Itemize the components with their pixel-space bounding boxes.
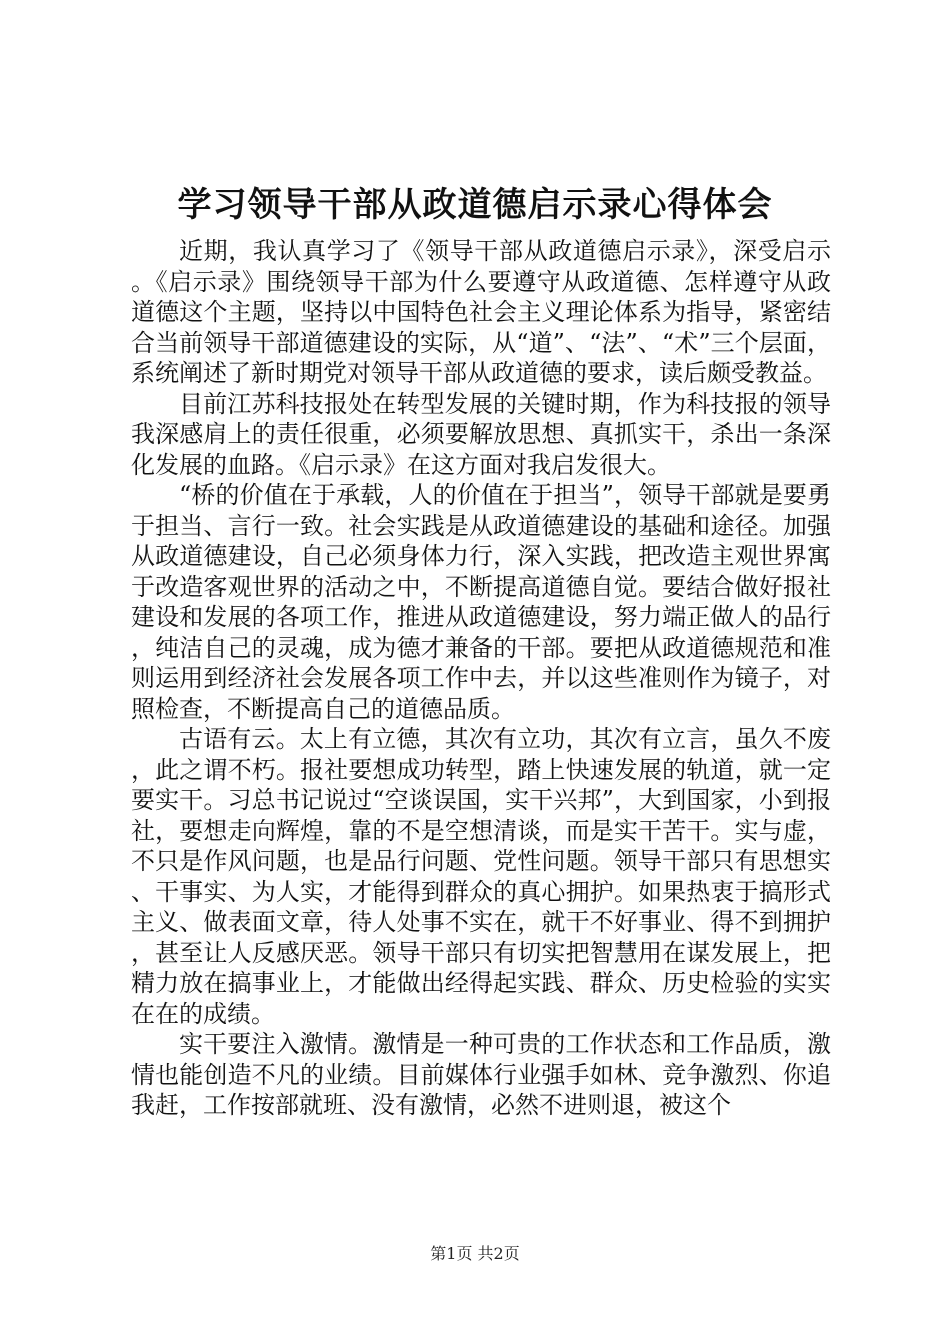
document-title: 学习领导干部从政道德启示录心得体会 — [177, 185, 773, 225]
paragraph: 目前江苏科技报处在转型发展的关键时期，作为科技报的领导我深感肩上的责任很重，必须要解放思想、真抓实干，杀出一条深化发展的血路。《启示录》在这方面对我启发很大。 — [131, 389, 831, 479]
paragraph: 近期，我认真学习了《领导干部从政道德启示录》，深受启示。《启示录》围绕领导干部为什么要遵守从政道德、怎样遵守从政道德这个主题，坚持以中国特色社会主义理论体系为指导，紧密结合当前领导干部道德建设的实际，从“道”、“法”、“术”三个层面，系统阐述了新时期党对领导干部从政道德的要求，读后颇受教益。 — [131, 237, 831, 387]
paragraph: “桥的价值在于承载，人的价值在于担当”，领导干部就是要勇于担当、言行一致。社会实践是从政道德建设的基础和途径。加强从政道德建设，自己必须身体力行，深入实践，把改造主观世界寓于改造客观世界的活动之中，不断提高道德自觉。要结合做好报社建设和发展的各项工作，推进从政道德建设，努力端正做人的品行，纯洁自己的灵魂，成为德才兼备的干部。要把从政道德规范和准则运用到经济社会发展各项工作中去，并以这些准则作为镜子，对照检查，不断提高自己的道德品质。 — [131, 481, 831, 723]
document-body — [131, 236, 831, 1121]
paragraph: 古语有云。太上有立德，其次有立功，其次有立言，虽久不废，此之谓不朽。报社要想成功转型，踏上快速发展的轨道，就一定要实干。习总书记说过“空谈误国，实干兴邦”，大到国家，小到报社，要想走向辉煌，靠的不是空想清谈，而是实干苦干。实与虚，不只是作风问题，也是品行问题、党性问题。领导干部只有思想实、干事实、为人实，才能得到群众的真心拥护。如果热衷于搞形式主义、做表面文章，待人处事不实在，就干不好事业、得不到拥护，甚至让人反感厌恶。领导干部只有切实把智慧用在谋发展上，把精力放在搞事业上，才能做出经得起实践、群众、历史检验的实实在在的成绩。 — [131, 725, 831, 1028]
page-total: 共2页 — [477, 1244, 520, 1263]
page-number: 第1页 — [430, 1244, 473, 1263]
page-footer — [0, 1244, 950, 1264]
paragraph: 实干要注入激情。激情是一种可贵的工作状态和工作品质，激情也能创造不凡的业绩。目前媒体行业强手如林、竞争激烈、你追我赶，工作按部就班、没有激情，必然不进则退，被这个 — [131, 1030, 831, 1119]
